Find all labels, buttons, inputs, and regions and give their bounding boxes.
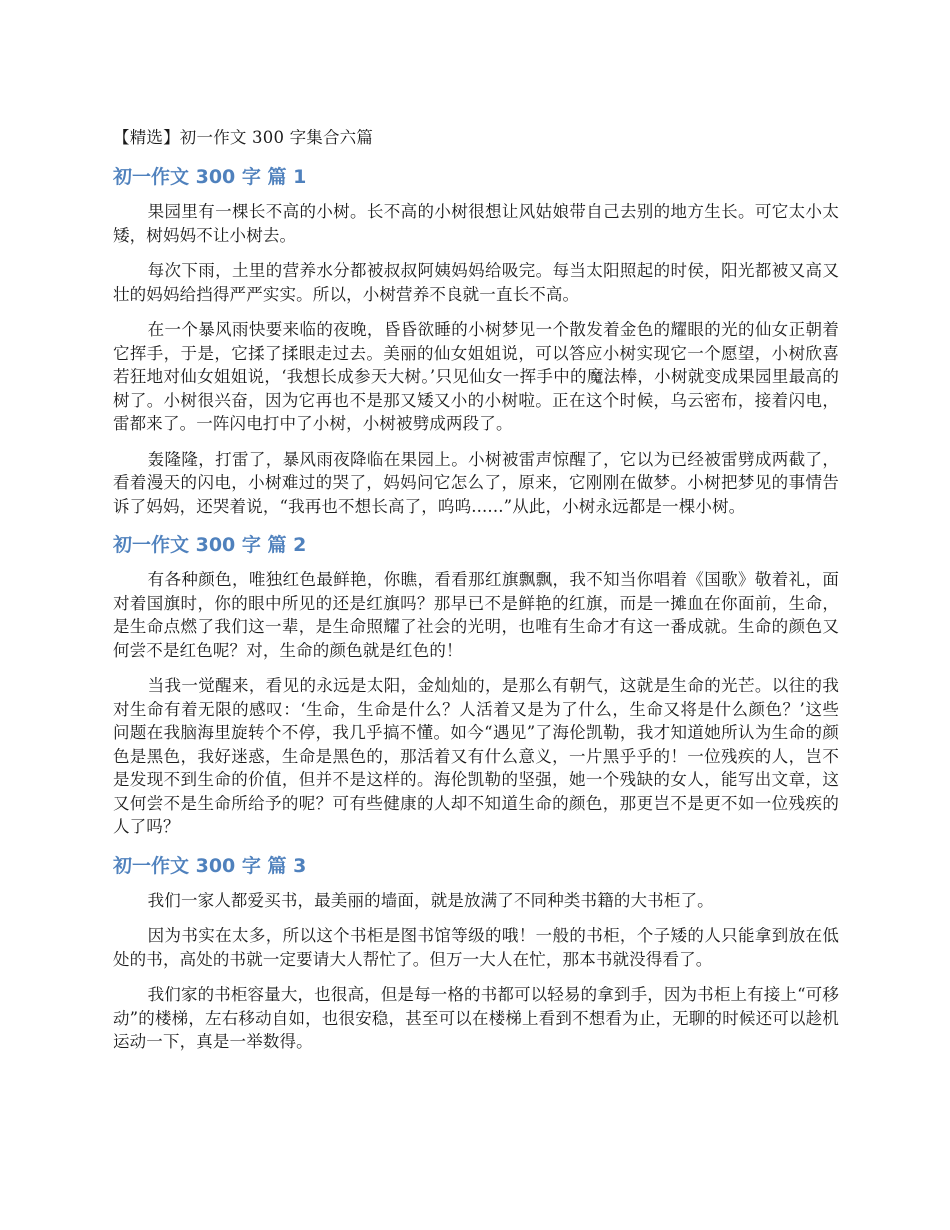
- section-3: [113, 853, 839, 1054]
- section-heading: 初一作文 300 字 篇 1: [113, 166, 307, 188]
- paragraph: 我们一家人都爱买书，最美丽的墙面，就是放满了不同种类书籍的大书柜了。: [147, 890, 714, 910]
- paragraph: 有各种颜色，唯独红色最鲜艳，你瞧，看看那红旗飘飘，我不知当你唱着《国歌》敬着礼，面对着国旗时，你的眼中所见的还是红旗吗？那早已不是鲜艳的红旗，而是一摊血在你面前，生命，是生命点燃了我们这一辈，是生命照耀了社会的光明，也唯有生命才有这一番成就。生命的颜色又何尝不是红色呢？对，生命的颜色就是红色的！: [113, 570, 839, 660]
- paragraph: 果园里有一棵长不高的小树。长不高的小树很想让风姑娘带自己去别的地方生长。可它太小太矮，树妈妈不让小树去。: [113, 202, 839, 245]
- paragraph: 我们家的书柜容量大，也很高，但是每一格的书都可以轻易的拿到手，因为书柜上有接上“可移动”的楼梯，左右移动自如，也很安稳，甚至可以在楼梯上看到不想看为止，无聊的时候还可以趁机运动一下，真是一举数得。: [113, 985, 839, 1051]
- paragraph: 轰隆隆，打雷了，暴风雨夜降临在果园上。小树被雷声惊醒了，它以为已经被雷劈成两截了，看着漫天的闪电，小树难过的哭了，妈妈问它怎么了，原来，它刚刚在做梦。小树把梦见的事情告诉了妈妈，还哭着说，“我再也不想长高了，呜呜......”从此，小树永远都是一棵小树。: [113, 449, 839, 516]
- section-2: [113, 532, 839, 839]
- paragraph: 当我一觉醒来，看见的永远是太阳，金灿灿的，是那么有朝气，这就是生命的光芒。以往的我对生命有着无限的感叹：‘生命，生命是什么？人活着又是为了什么，生命又将是什么颜色？’这些问题在我脑海里旋转个不停，我几乎搞不懂。如今“遇见”了海伦凯勒，我才知道她所认为生命的颜色是黑色，我好迷惑，生命是黑色的，那活着又有什么意义，一片黑乎乎的！一位残疾的人，岂不是发现不到生命的价值，但并不是这样的。海伦凯勒的坚强，她一个残缺的女人，能写出文章，这又何尝不是生命所给予的呢？可有些健康的人却不知道生命的颜色，那更岂不是更不如一位残疾的人了吗？: [113, 676, 839, 836]
- paragraph: 在一个暴风雨快要来临的夜晚，昏昏欲睡的小树梦见一个散发着金色的耀眼的光的仙女正朝着它挥手，于是，它揉了揉眼走过去。美丽的仙女姐姐说，可以答应小树实现它一个愿望，小树欣喜若狂地对仙女姐姐说，‘我想长成参天大树。’只见仙女一挥手中的魔法棒，小树就变成果园里最高的树了。小树很兴奋，因为它再也不是那又矮又小的小树啦。正在这个时候，乌云密布，接着闪电，雷都来了。一阵闪电打中了小树，小树被劈成两段了。: [113, 320, 839, 433]
- section-1: [113, 164, 839, 518]
- paragraph: 每次下雨，土里的营养水分都被叔叔阿姨妈妈给吸完。每当太阳照起的时侯，阳光都被又高又壮的妈妈给挡得严严实实。所以，小树营养不良就一直长不高。: [113, 261, 839, 304]
- section-heading: 初一作文 300 字 篇 2: [113, 534, 307, 556]
- section-heading: 初一作文 300 字 篇 3: [113, 854, 307, 877]
- document-title: 【精选】初一作文 300 字集合六篇: [113, 128, 374, 147]
- document-page: [113, 118, 839, 1066]
- paragraph: 因为书实在太多，所以这个书柜是图书馆等级的哦！一般的书柜，个子矮的人只能拿到放在低处的书，高处的书就一定要请大人帮忙了。但万一大人在忙，那本书就没得看了。: [113, 926, 839, 969]
